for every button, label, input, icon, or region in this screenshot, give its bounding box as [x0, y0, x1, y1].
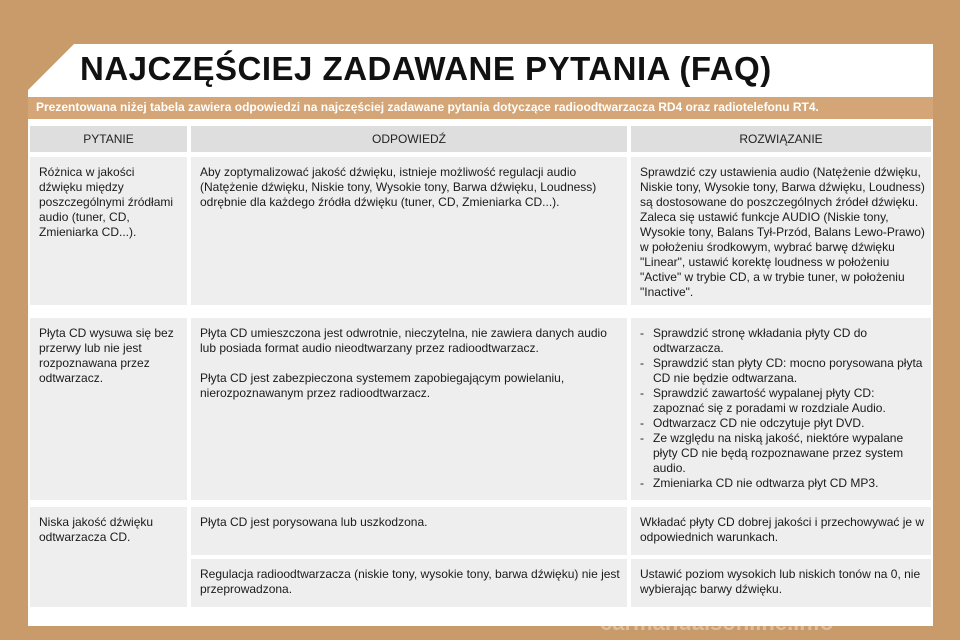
- row3-solution: [631, 507, 931, 555]
- row2-answer: [191, 318, 627, 500]
- row1-question-text: Różnica w jakości dźwięku między poszczególnymi źródłami audio (tuner, CD, Zmieniarka CD...).: [39, 165, 174, 239]
- row3-question: [30, 507, 187, 607]
- row2-answer-text-1: Płyta CD umieszczona jest odwrotnie, nieczytelna, nie zawiera danych audio lub posiada format audio nieodtwarzany przez radioodtwarzacz.: [200, 326, 607, 355]
- row3-question-text: Niska jakość dźwięku odtwarzacza CD.: [39, 515, 154, 544]
- header-answer: ODPOWIEDŹ: [191, 126, 627, 152]
- row1-solution: [631, 157, 931, 305]
- row2-question-text: Płyta CD wysuwa się bez przerwy lub nie jest rozpoznawana przez odtwarzacz.: [39, 326, 174, 385]
- row3-answer-text: Płyta CD jest porysowana lub uszkodzona.: [200, 515, 428, 529]
- row4-answer: [191, 559, 627, 607]
- page-corner-cut: [28, 44, 74, 90]
- header-question: PYTANIE: [30, 126, 187, 152]
- list-item: - Zmieniarka CD nie odtwarza płyt CD MP3.: [640, 476, 925, 491]
- row1-question: [30, 157, 187, 305]
- row4-solution: [631, 559, 931, 607]
- row4-answer-text: Regulacja radioodtwarzacza (niskie tony, wysokie tony, barwa dźwięku) nie jest przeprowadzona.: [200, 567, 620, 596]
- page-subtitle: Prezentowana niżej tabela zawiera odpowiedzi na najczęściej zadawane pytania dotyczące radioodtwarzacza RD4 oraz radiotelefonu RT4.: [36, 100, 819, 114]
- page-title: NAJCZĘŚCIEJ ZADAWANE PYTANIA (FAQ): [80, 50, 772, 87]
- row2-solution-list: [640, 326, 925, 491]
- row4-solution-text: Ustawić poziom wysokich lub niskich tonów na 0, nie wybierając barwy dźwięku.: [640, 567, 921, 596]
- watermark: carmanualsonline.info: [600, 610, 834, 635]
- list-item: - Odtwarzacz CD nie odczytuje płyt DVD.: [640, 416, 925, 431]
- row2-solution: [631, 318, 931, 500]
- row2-question: [30, 318, 187, 500]
- row2-answer-text-2: Płyta CD jest zabezpieczona systemem zapobiegającym powielaniu, nierozpoznawanym przez radioodtwarzacz.: [200, 371, 565, 400]
- row1-answer-text: Aby zoptymalizować jakość dźwięku, istnieje możliwość regulacji audio (Natężenie dźwięku, Niskie tony, Wysokie tony, Barwa dźwięku, Loudness) odrębnie dla każdego źródła dźwięku (tuner, CD, Zmieniarka CD...).: [200, 165, 597, 209]
- row1-solution-text: Sprawdzić czy ustawienia audio (Natężenie dźwięku, Niskie tony, Wysokie tony, Barwa dźwięku, Loudness) są dostosowane do poszczególnych źródeł dźwięku. Zaleca się ustawić funkcje AUDIO (Niskie tony, Wysokie tony, Balans Tył-Przód, Balans Lewo-Prawo) w położeniu środkowym, wybrać barwę dźwięku "Linear", ustawić korektę loudness w położeniu "Active" w trybie CD, a w trybie tuner, w położeniu "Inactive".: [640, 165, 925, 299]
- row1-answer: [191, 157, 627, 305]
- page-number: 193: [896, 606, 920, 622]
- list-item: - Ze względu na niską jakość, niektóre wypalane płyty CD nie będą rozpoznawane przez system audio.: [640, 431, 925, 476]
- list-item: - Sprawdzić stan płyty CD: mocno porysowana płyta CD nie będzie odtwarzana.: [640, 356, 925, 386]
- header-solution: ROZWIĄZANIE: [631, 126, 931, 152]
- row3-answer: [191, 507, 627, 555]
- row3-solution-text: Wkładać płyty CD dobrej jakości i przechowywać je w odpowiednich warunkach.: [640, 515, 925, 544]
- list-item: - Sprawdzić zawartość wypalanej płyty CD: zapoznać się z poradami w rozdziale Audio.: [640, 386, 925, 416]
- list-item: - Sprawdzić stronę wkładania płyty CD do odtwarzacza.: [640, 326, 925, 356]
